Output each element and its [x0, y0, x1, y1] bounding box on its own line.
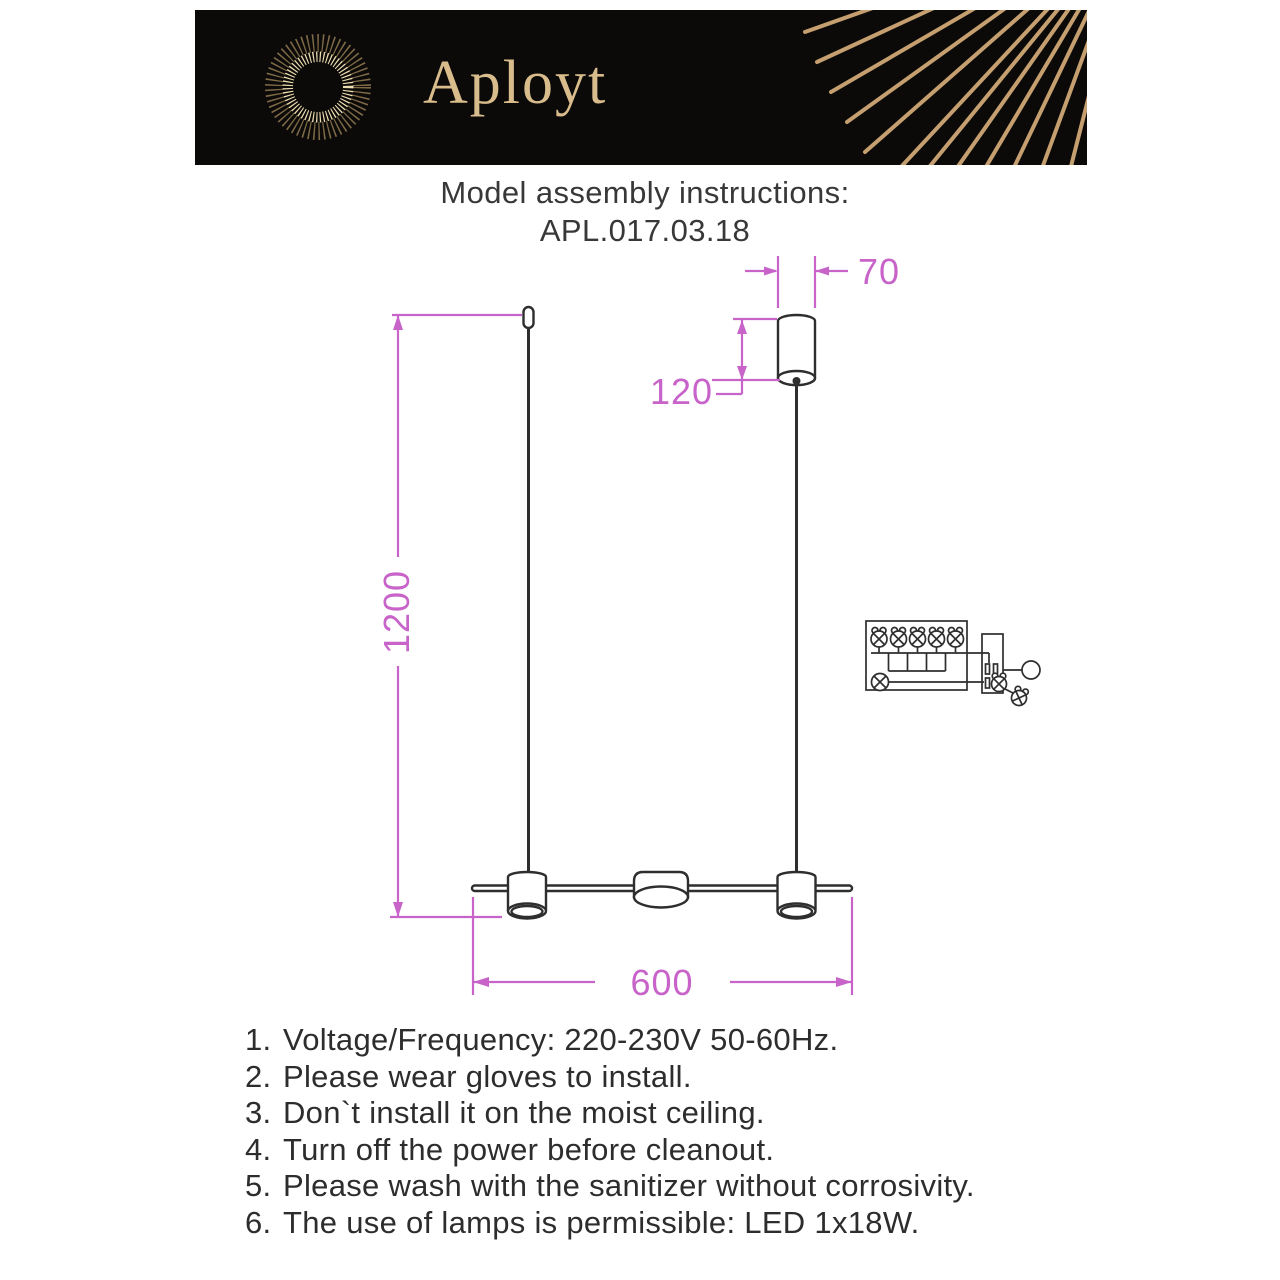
dimension-label-70: 70	[858, 251, 901, 292]
instruction-text: Please wash with the sanitizer without corrosivity.	[283, 1168, 975, 1204]
dimension-canopy-height	[650, 319, 780, 412]
middle-shade	[634, 872, 688, 908]
dimension-label-1200: 1200	[376, 569, 417, 655]
instruction-text: Voltage/Frequency: 220-230V 50-60Hz.	[283, 1022, 839, 1057]
bottom-right-wire	[1005, 689, 1013, 693]
left-cable-grip	[524, 307, 534, 328]
instruction-text: The use of lamps is permissible: LED 1x18W.	[283, 1204, 920, 1240]
instruction-item	[245, 1132, 1105, 1169]
instruction-text: Don`t install it on the moist ceiling.	[283, 1095, 765, 1131]
instruction-number: 3.	[245, 1095, 272, 1131]
instruction-item	[245, 1022, 1105, 1059]
ladder-drops	[889, 653, 946, 671]
bottom-right-lamp-symbol	[1009, 685, 1029, 707]
driver-terminal	[986, 678, 990, 688]
dimension-suspension-length	[376, 315, 522, 917]
instruction-number: 1.	[245, 1022, 272, 1057]
right-spotlight	[778, 872, 816, 918]
instruction-number: 5.	[245, 1168, 272, 1204]
instructions-list	[245, 1022, 1105, 1242]
brand-name: Aployt	[423, 49, 608, 117]
lamp-symbols	[871, 628, 964, 648]
instruction-text: Turn off the power before cleanout.	[283, 1131, 775, 1167]
dimension-canopy-width	[745, 251, 900, 308]
instruction-item	[245, 1205, 1105, 1242]
instruction-item	[245, 1059, 1105, 1096]
wiring-schematic	[866, 621, 1040, 708]
ceiling-canopy	[778, 315, 815, 385]
instruction-number: 2.	[245, 1058, 272, 1094]
driver-terminal	[986, 664, 990, 674]
ground-lamp-symbol	[872, 674, 889, 691]
model-number: APL.017.03.18	[539, 213, 751, 248]
instruction-item	[245, 1095, 1105, 1132]
instruction-item	[245, 1168, 1105, 1205]
lamp-drops	[879, 647, 956, 653]
left-spotlight	[508, 872, 546, 919]
dimension-label-600: 600	[630, 962, 694, 1003]
instruction-number: 4.	[245, 1131, 272, 1167]
bulb-symbol	[1022, 661, 1040, 679]
page-title: Model assembly instructions:	[440, 175, 850, 210]
output-lamp-symbol	[992, 673, 1007, 691]
dimension-label-120: 120	[650, 371, 714, 412]
instruction-text: Please wear gloves to install.	[283, 1058, 692, 1094]
instruction-number: 6.	[245, 1204, 272, 1240]
